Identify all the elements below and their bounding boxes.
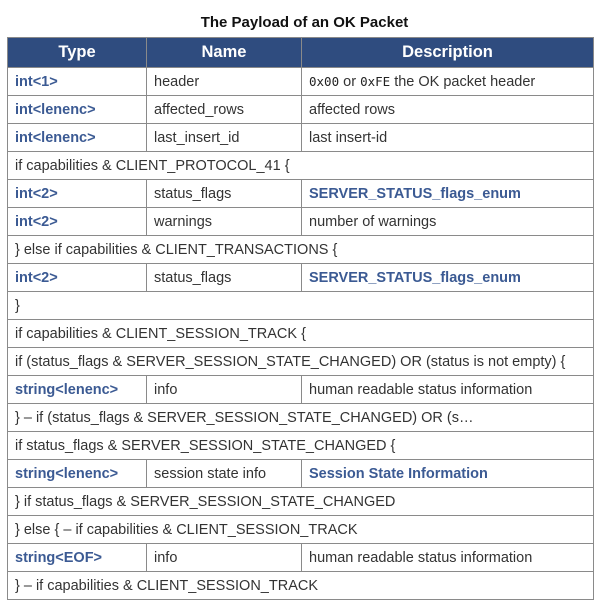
field-description: number of warnings <box>302 208 594 236</box>
code-value: 0x00 <box>309 73 340 89</box>
field-row <box>8 264 594 292</box>
condition-text: } <box>8 292 594 320</box>
field-name: last_insert_id <box>147 124 302 152</box>
field-name: status_flags <box>147 264 302 292</box>
ok-packet-payload-table <box>7 37 594 600</box>
field-row <box>8 180 594 208</box>
field-row <box>8 208 594 236</box>
field-type: int<1> <box>8 68 147 96</box>
conditional-row <box>8 488 594 516</box>
condition-text: if (status_flags & SERVER_SESSION_STATE_CHANGED) OR (status is not empty) { <box>8 348 594 376</box>
condition-text: if capabilities & CLIENT_SESSION_TRACK { <box>8 320 594 348</box>
description-link[interactable]: SERVER_STATUS_flags_enum <box>302 180 594 208</box>
field-type: string<lenenc> <box>8 460 147 488</box>
condition-text: } else { – if capabilities & CLIENT_SESSION_TRACK <box>8 516 594 544</box>
field-row <box>8 96 594 124</box>
field-type: int<lenenc> <box>8 96 147 124</box>
field-name: session state info <box>147 460 302 488</box>
conditional-row <box>8 152 594 180</box>
field-name: info <box>147 376 302 404</box>
conditional-row <box>8 516 594 544</box>
table-body <box>8 68 594 600</box>
description-link[interactable]: Session State Information <box>302 460 594 488</box>
field-name: affected_rows <box>147 96 302 124</box>
column-header-name: Name <box>147 38 302 68</box>
field-name: info <box>147 544 302 572</box>
description-text: or <box>339 73 361 90</box>
field-description: last insert-id <box>302 124 594 152</box>
field-type: int<2> <box>8 208 147 236</box>
field-row <box>8 124 594 152</box>
field-description: affected rows <box>302 96 594 124</box>
field-name: header <box>147 68 302 96</box>
condition-text: } – if (status_flags & SERVER_SESSION_STATE_CHANGED) OR (s… <box>8 404 594 432</box>
field-description <box>302 68 594 96</box>
field-row <box>8 68 594 96</box>
condition-text: } else if capabilities & CLIENT_TRANSACTIONS { <box>8 236 594 264</box>
field-description: human readable status information <box>302 376 594 404</box>
field-type: int<2> <box>8 180 147 208</box>
field-row <box>8 376 594 404</box>
field-name: status_flags <box>147 180 302 208</box>
condition-text: } if status_flags & SERVER_SESSION_STATE_CHANGED <box>8 488 594 516</box>
field-description: human readable status information <box>302 544 594 572</box>
field-type: int<2> <box>8 264 147 292</box>
conditional-row <box>8 236 594 264</box>
conditional-row <box>8 292 594 320</box>
conditional-row <box>8 432 594 460</box>
table-caption: The Payload of an OK Packet <box>200 14 409 31</box>
condition-text: if capabilities & CLIENT_PROTOCOL_41 { <box>8 152 594 180</box>
code-value: 0xFE <box>360 73 391 89</box>
header-row <box>8 38 594 68</box>
condition-text: } – if capabilities & CLIENT_SESSION_TRACK <box>8 572 594 600</box>
conditional-row <box>8 572 594 600</box>
conditional-row <box>8 320 594 348</box>
conditional-row <box>8 404 594 432</box>
condition-text: if status_flags & SERVER_SESSION_STATE_CHANGED { <box>8 432 594 460</box>
conditional-row <box>8 348 594 376</box>
field-row <box>8 544 594 572</box>
column-header-description: Description <box>302 38 594 68</box>
column-header-type: Type <box>8 38 147 68</box>
field-row <box>8 460 594 488</box>
description-text: the OK packet header <box>390 73 536 90</box>
description-link[interactable]: SERVER_STATUS_flags_enum <box>302 264 594 292</box>
field-type: int<lenenc> <box>8 124 147 152</box>
field-type: string<lenenc> <box>8 376 147 404</box>
field-type: string<EOF> <box>8 544 147 572</box>
field-name: warnings <box>147 208 302 236</box>
